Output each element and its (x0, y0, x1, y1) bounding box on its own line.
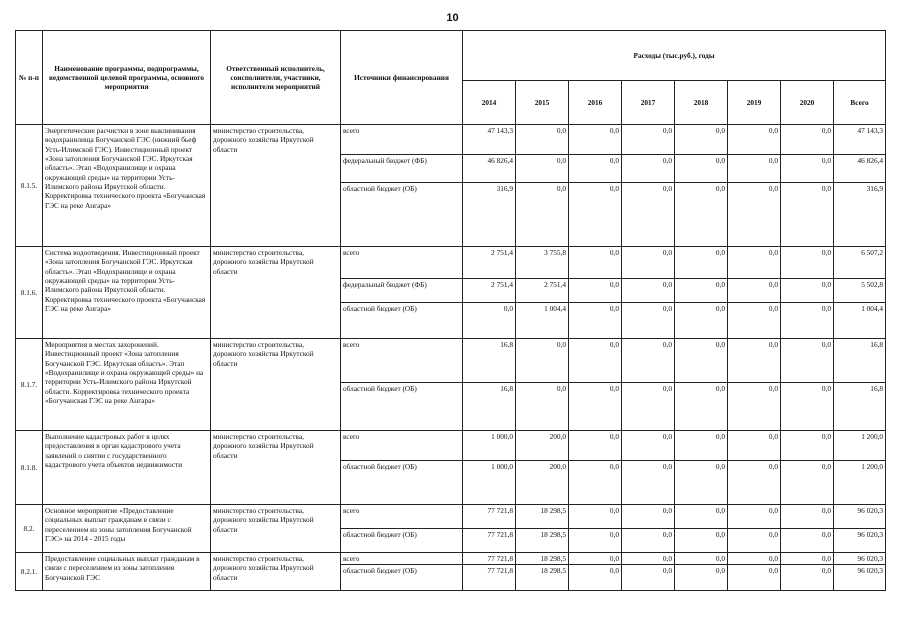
value-cell: 0,0 (728, 339, 781, 383)
header-expenses: Расходы (тыс.руб.), годы (463, 31, 886, 81)
value-cell: 16,8 (463, 339, 516, 383)
source-cell: областной бюджет (ОБ) (341, 303, 463, 339)
value-cell: 46 826,4 (463, 155, 516, 183)
value-cell: 316,9 (834, 183, 886, 247)
value-cell: 200,0 (516, 431, 569, 461)
value-cell: 0,0 (622, 339, 675, 383)
value-cell: 0,0 (781, 155, 834, 183)
source-cell: всего (341, 339, 463, 383)
header-name: Наименование программы, подпрограммы, ведомственной целевой программы, основного мероприятия (43, 31, 211, 125)
row-executor: министерство строительства, дорожного хозяйства Иркутской области (211, 431, 341, 505)
value-cell: 0,0 (569, 279, 622, 303)
source-cell: областной бюджет (ОБ) (341, 461, 463, 505)
value-cell: 0,0 (675, 461, 728, 505)
value-cell: 0,0 (781, 431, 834, 461)
value-cell: 0,0 (569, 383, 622, 431)
source-cell: областной бюджет (ОБ) (341, 383, 463, 431)
row-name: Основное мероприятие «Предоставление социальных выплат гражданам в связи с переселением из зоны затопления Богучанской ГЭС» на 2014 - 2015 годы (43, 505, 211, 553)
value-cell: 0,0 (728, 303, 781, 339)
value-cell: 0,0 (569, 183, 622, 247)
source-cell: областной бюджет (ОБ) (341, 183, 463, 247)
value-cell: 0,0 (781, 553, 834, 565)
value-cell: 0,0 (622, 431, 675, 461)
value-cell: 16,8 (834, 339, 886, 383)
value-cell: 0,0 (675, 303, 728, 339)
value-cell: 0,0 (675, 279, 728, 303)
budget-table (15, 30, 886, 591)
value-cell: 0,0 (622, 529, 675, 553)
value-cell: 1 004,4 (834, 303, 886, 339)
row-name: Предоставление социальных выплат гражданам в связи с переселением из зоны затопления Богучанской ГЭС (43, 553, 211, 591)
value-cell: 0,0 (516, 125, 569, 155)
value-cell: 0,0 (516, 383, 569, 431)
value-cell: 0,0 (728, 125, 781, 155)
header-sources: Источники финансирования (341, 31, 463, 125)
row-code: 8.1.8. (16, 431, 43, 505)
row-executor: министерство строительства, дорожного хозяйства Иркутской области (211, 339, 341, 431)
value-cell: 0,0 (569, 431, 622, 461)
value-cell: 316,9 (463, 183, 516, 247)
value-cell: 0,0 (622, 303, 675, 339)
row-executor: министерство строительства, дорожного хозяйства Иркутской области (211, 505, 341, 553)
value-cell: 0,0 (728, 565, 781, 591)
value-cell: 0,0 (622, 505, 675, 529)
value-cell: 0,0 (675, 565, 728, 591)
value-cell: 18 298,5 (516, 553, 569, 565)
value-cell: 0,0 (781, 565, 834, 591)
row-executor: министерство строительства, дорожного хозяйства Иркутской области (211, 125, 341, 247)
row-name: Мероприятия в местах захоронений. Инвестиционный проект «Зона затопления Богучанской ГЭС. Иркутская область». Этап «Водохранилище и охрана окружающей среды» на территории Усть-Илимского района Иркутской области. Корректировка технического проекта «Богучанская ГЭС на реке Ангара» (43, 339, 211, 431)
header-year: 2018 (675, 81, 728, 125)
row-executor: министерство строительства, дорожного хозяйства Иркутской области (211, 247, 341, 339)
value-cell: 0,0 (728, 431, 781, 461)
value-cell: 47 143,3 (463, 125, 516, 155)
header-year: 2014 (463, 81, 516, 125)
value-cell: 77 721,8 (463, 505, 516, 529)
value-cell: 0,0 (675, 155, 728, 183)
value-cell: 200,0 (516, 461, 569, 505)
value-cell: 0,0 (516, 339, 569, 383)
value-cell: 0,0 (728, 279, 781, 303)
value-cell: 0,0 (728, 383, 781, 431)
value-cell: 0,0 (569, 553, 622, 565)
value-cell: 1 200,0 (834, 431, 886, 461)
value-cell: 0,0 (569, 339, 622, 383)
value-cell: 0,0 (728, 461, 781, 505)
row-code: 8.1.7. (16, 339, 43, 431)
value-cell: 1 004,4 (516, 303, 569, 339)
value-cell: 0,0 (675, 383, 728, 431)
value-cell: 0,0 (728, 553, 781, 565)
value-cell: 0,0 (728, 155, 781, 183)
value-cell: 5 502,8 (834, 279, 886, 303)
value-cell: 0,0 (781, 125, 834, 155)
header-year: 2015 (516, 81, 569, 125)
header-year: 2017 (622, 81, 675, 125)
value-cell: 0,0 (781, 183, 834, 247)
value-cell: 18 298,5 (516, 505, 569, 529)
row-name: Система водоотведения. Инвестиционный проект «Зона затопления Богучанской ГЭС. Иркутская область». Этап «Водохранилище и охрана окружающей среды» на территории Усть-Илимского района Иркутской области. Корректировка технического проекта «Богучанская ГЭС на реке Ангара» (43, 247, 211, 339)
value-cell: 0,0 (675, 125, 728, 155)
value-cell: 0,0 (675, 339, 728, 383)
value-cell: 0,0 (569, 461, 622, 505)
value-cell: 0,0 (675, 529, 728, 553)
value-cell: 0,0 (622, 125, 675, 155)
source-cell: всего (341, 247, 463, 279)
value-cell: 2 751,4 (463, 247, 516, 279)
value-cell: 0,0 (569, 303, 622, 339)
value-cell: 0,0 (728, 183, 781, 247)
header-year: 2020 (781, 81, 834, 125)
page-number: 10 (446, 12, 459, 24)
value-cell: 0,0 (622, 565, 675, 591)
row-code: 8.2.1. (16, 553, 43, 591)
value-cell: 0,0 (622, 553, 675, 565)
value-cell: 2 751,4 (516, 279, 569, 303)
row-code: 8.1.6. (16, 247, 43, 339)
value-cell: 0,0 (463, 303, 516, 339)
header-year: 2019 (728, 81, 781, 125)
header-executor: Ответственный исполнитель, соисполнители, участники, исполнители мероприятий (211, 31, 341, 125)
value-cell: 6 507,2 (834, 247, 886, 279)
value-cell: 0,0 (781, 247, 834, 279)
value-cell: 0,0 (781, 303, 834, 339)
row-name: Энергетические расчистки в зоне выклинивания водохранилища Богучанской ГЭС (нижний бьеф Усть-Илимской ГЭС). Инвестиционный проект «Зона затопления Богучанской ГЭС. Иркутская область». Этап «Водохранилище и охрана окружающей среды» на территории Усть-Илимского района Иркутской области. Корректировка технического проекта «Богучанская ГЭС на реке Ангара» (43, 125, 211, 247)
value-cell: 0,0 (728, 529, 781, 553)
value-cell: 1 200,0 (834, 461, 886, 505)
row-executor: министерство строительства, дорожного хозяйства Иркутской области (211, 553, 341, 591)
value-cell: 77 721,8 (463, 553, 516, 565)
value-cell: 0,0 (781, 339, 834, 383)
table-row (16, 339, 886, 383)
value-cell: 0,0 (569, 247, 622, 279)
value-cell: 0,0 (516, 155, 569, 183)
value-cell: 0,0 (781, 529, 834, 553)
value-cell: 0,0 (675, 553, 728, 565)
value-cell: 0,0 (622, 247, 675, 279)
value-cell: 0,0 (569, 529, 622, 553)
value-cell: 77 721,8 (463, 565, 516, 591)
value-cell: 0,0 (569, 565, 622, 591)
value-cell: 3 755,8 (516, 247, 569, 279)
value-cell: 0,0 (675, 505, 728, 529)
value-cell: 2 751,4 (463, 279, 516, 303)
value-cell: 0,0 (622, 279, 675, 303)
value-cell: 0,0 (622, 155, 675, 183)
value-cell: 46 826,4 (834, 155, 886, 183)
table-row (16, 431, 886, 461)
row-code: 8.1.5. (16, 125, 43, 247)
value-cell: 0,0 (569, 505, 622, 529)
value-cell: 16,8 (463, 383, 516, 431)
source-cell: федеральный бюджет (ФБ) (341, 279, 463, 303)
source-cell: всего (341, 553, 463, 565)
value-cell: 0,0 (569, 125, 622, 155)
value-cell: 0,0 (516, 183, 569, 247)
header-num: № п-п (16, 31, 43, 125)
table-row (16, 247, 886, 279)
source-cell: всего (341, 125, 463, 155)
value-cell: 18 298,5 (516, 529, 569, 553)
value-cell: 0,0 (728, 247, 781, 279)
value-cell: 1 000,0 (463, 461, 516, 505)
source-cell: всего (341, 431, 463, 461)
value-cell: 77 721,8 (463, 529, 516, 553)
value-cell: 0,0 (728, 505, 781, 529)
header-year: 2016 (569, 81, 622, 125)
value-cell: 0,0 (622, 461, 675, 505)
value-cell: 96 020,3 (834, 553, 886, 565)
value-cell: 0,0 (781, 279, 834, 303)
value-cell: 0,0 (781, 383, 834, 431)
table-row (16, 553, 886, 565)
value-cell: 0,0 (675, 247, 728, 279)
value-cell: 0,0 (675, 431, 728, 461)
table-row (16, 125, 886, 155)
value-cell: 96 020,3 (834, 529, 886, 553)
source-cell: федеральный бюджет (ФБ) (341, 155, 463, 183)
source-cell: всего (341, 505, 463, 529)
value-cell: 47 143,3 (834, 125, 886, 155)
value-cell: 1 000,0 (463, 431, 516, 461)
source-cell: областной бюджет (ОБ) (341, 565, 463, 591)
value-cell: 96 020,3 (834, 505, 886, 529)
source-cell: областной бюджет (ОБ) (341, 529, 463, 553)
value-cell: 0,0 (622, 383, 675, 431)
value-cell: 18 298,5 (516, 565, 569, 591)
row-code: 8.2. (16, 505, 43, 553)
table-row (16, 505, 886, 529)
value-cell: 16,8 (834, 383, 886, 431)
value-cell: 96 020,3 (834, 565, 886, 591)
value-cell: 0,0 (781, 461, 834, 505)
value-cell: 0,0 (569, 155, 622, 183)
value-cell: 0,0 (675, 183, 728, 247)
row-name: Выполнение кадастровых работ в целях предоставления в орган кадастрового учета заявлений о снятии с государственного кадастрового учета объектов недвижимости (43, 431, 211, 505)
value-cell: 0,0 (622, 183, 675, 247)
header-year: Всего (834, 81, 886, 125)
value-cell: 0,0 (781, 505, 834, 529)
